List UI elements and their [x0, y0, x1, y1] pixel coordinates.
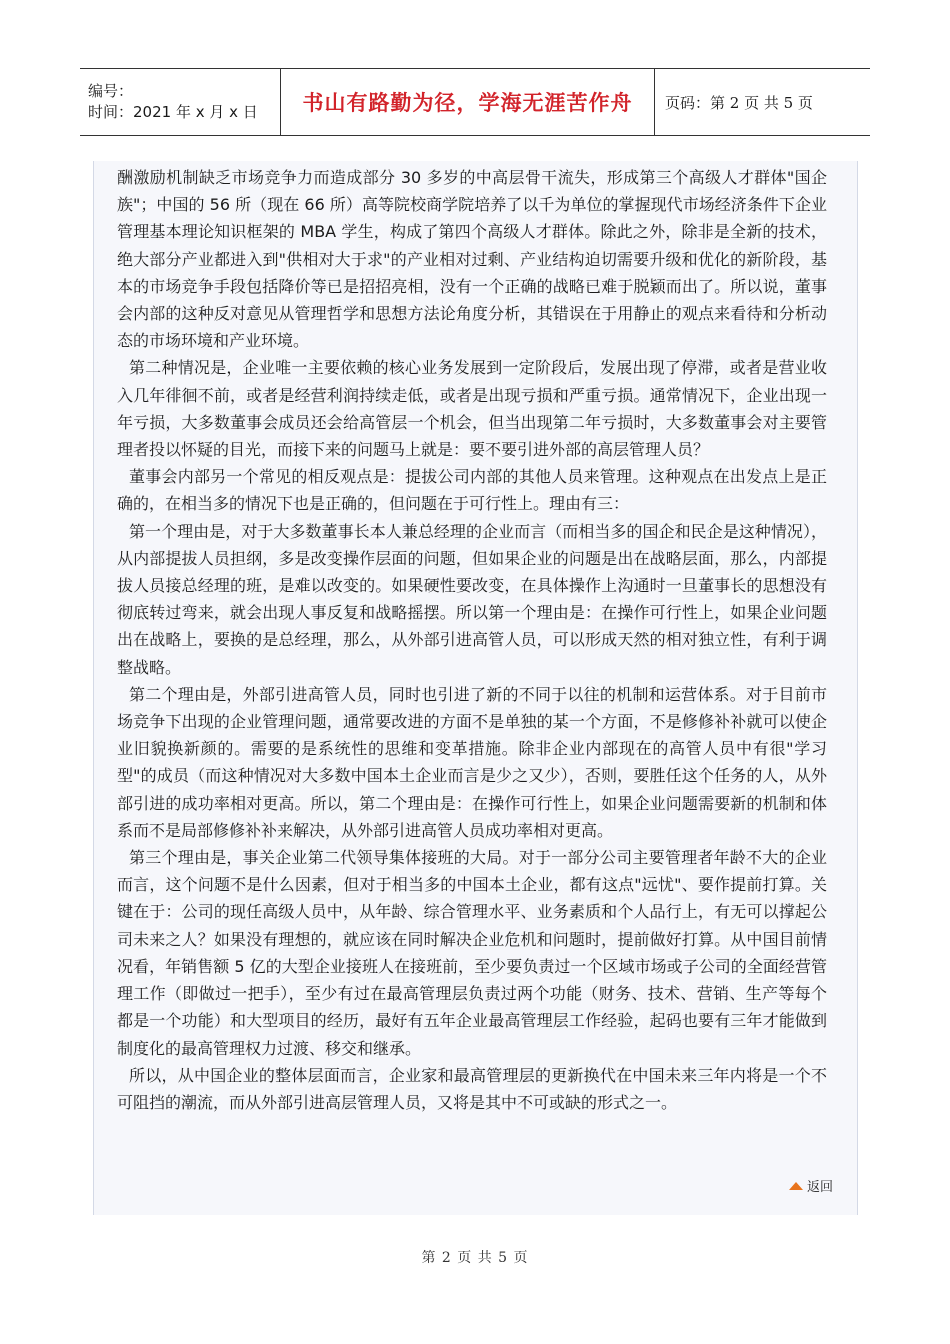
header-page-cell	[655, 69, 870, 135]
paragraph: 第三个理由是，事关企业第二代领导集体接班的大局。对于一部分公司主要管理者年龄不大的企业而言，这个问题不是什么因素，但对于相当多的中国本土企业，都有这点"远忧"、要作提前打算。关键在于：公司的现任高级人员中，从年龄、综合管理水平、业务素质和个人品行上，有无可以撑起公司未来之人？如果没有理想的，就应该在同时解决企业危机和问题时，提前做好打算。从中国目前情况看，年销售额 5 亿的大型企业接班人在接班前，至少要负责过一个区域市场或子公司的全面经营管理工作（即做过一把手），至少有过在最高管理层负责过两个功能（财务、技术、营销、生产等每个都是一个功能）和大型项目的经历，最好有五年企业最高管理层工作经验，起码也要有三年才能做到制度化的最高管理权力过渡、移交和继承。	[117, 848, 827, 1058]
paragraph: 第一个理由是，对于大多数董事长本人兼总经理的企业而言（而相当多的国企和民企是这种情况），从内部提拔人员担纲，多是改变操作层面的问题，但如果企业的问题是出在战略层面，那么，内部提拔人员接总经理的班，是难以改变的。如果硬性要改变，在具体操作上沟通时一旦董事长的思想没有彻底转过弯来，就会出现人事反复和战略摇摆。所以第一个理由是：在操作可行性上，如果企业问题出在战略上，要换的是总经理，那么，从外部引进高管人员，可以形成天然的相对独立性，有利于调整战略。	[117, 521, 827, 677]
paragraph: 董事会内部另一个常见的相反观点是：提拔公司内部的其他人员来管理。这种观点在出发点上是正确的，在相当多的情况下也是正确的，但问题在于可行性上。理由有三：	[117, 467, 827, 514]
header-motto-cell	[281, 69, 655, 135]
page-label: 页码：第 2 页 共 5 页	[665, 93, 813, 112]
article-body	[117, 164, 827, 1116]
paragraph: 第二种情况是，企业唯一主要依赖的核心业务发展到一定阶段后，发展出现了停滞，或者是营业收入几年徘徊不前，或者是经营利润持续走低，或者是出现亏损和严重亏损。通常情况下，企业出现一年亏损，大多数董事会成员还会给高管层一个机会，但当出现第二年亏损时，大多数董事会对主要管理者投以怀疑的目光，而接下来的问题马上就是：要不要引进外部的高层管理人员？	[117, 358, 827, 460]
paragraph: 所以，从中国企业的整体层面而言，企业家和最高管理层的更新换代在中国未来三年内将是一个不可阻挡的潮流，而从外部引进高层管理人员，又将是其中不可或缺的形式之一。	[117, 1065, 827, 1112]
page-footer: 第 2 页 共 5 页	[421, 1250, 529, 1266]
up-arrow-icon	[789, 1182, 803, 1190]
back-link[interactable]	[789, 1176, 833, 1195]
header-meta	[80, 69, 281, 135]
paragraph: 酬激励机制缺乏市场竞争力而造成部分 30 多岁的中高层骨干流失，形成第三个高级人才群体"国企族"；中国的 56 所（现在 66 所）高等院校商学院培养了以千为单位的掌握现代市场经济条件下企业管理基本理论知识框架的 MBA 学生，构成了第四个高级人才群体。除此之外，除非是全新的技术，绝大部分产业都进入到"供相对大于求"的产业相对过剩、产业结构迫切需要升级和优化的新阶段，基本的市场竞争手段包括降价等已是招招亮相，没有一个正确的战略已难于脱颖而出了。所以说，董事会内部的这种反对意见从管理哲学和思想方法论角度分析，其错误在于用静止的观点来看待和分析动态的市场环境和产业环境。	[117, 168, 827, 351]
page-header	[80, 68, 870, 136]
paragraph: 第二个理由是，外部引进高管人员，同时也引进了新的不同于以往的机制和运营体系。对于目前市场竞争下出现的企业管理问题，通常要改进的方面不是单独的某一个方面，不是修修补补就可以使企业旧貌换新颜的。需要的是系统性的思维和变革措施。除非企业内部现在的高管人员中有很"学习型"的成员（而这种情况对大多数中国本土企业而言是少之又少），否则，要胜任这个任务的人，从外部引进的成功率相对更高。所以，第二个理由是：在操作可行性上，如果企业问题需要新的机制和体系而不是局部修修补补来解决，从外部引进高管人员成功率相对更高。	[117, 684, 827, 840]
back-label: 返回	[806, 1180, 833, 1195]
motto: 书山有路勤为径，学海无涯苦作舟	[302, 91, 633, 115]
time-label: 时间：2021 年 x 月 x 日	[88, 103, 258, 121]
number-label: 编号：	[88, 82, 134, 100]
